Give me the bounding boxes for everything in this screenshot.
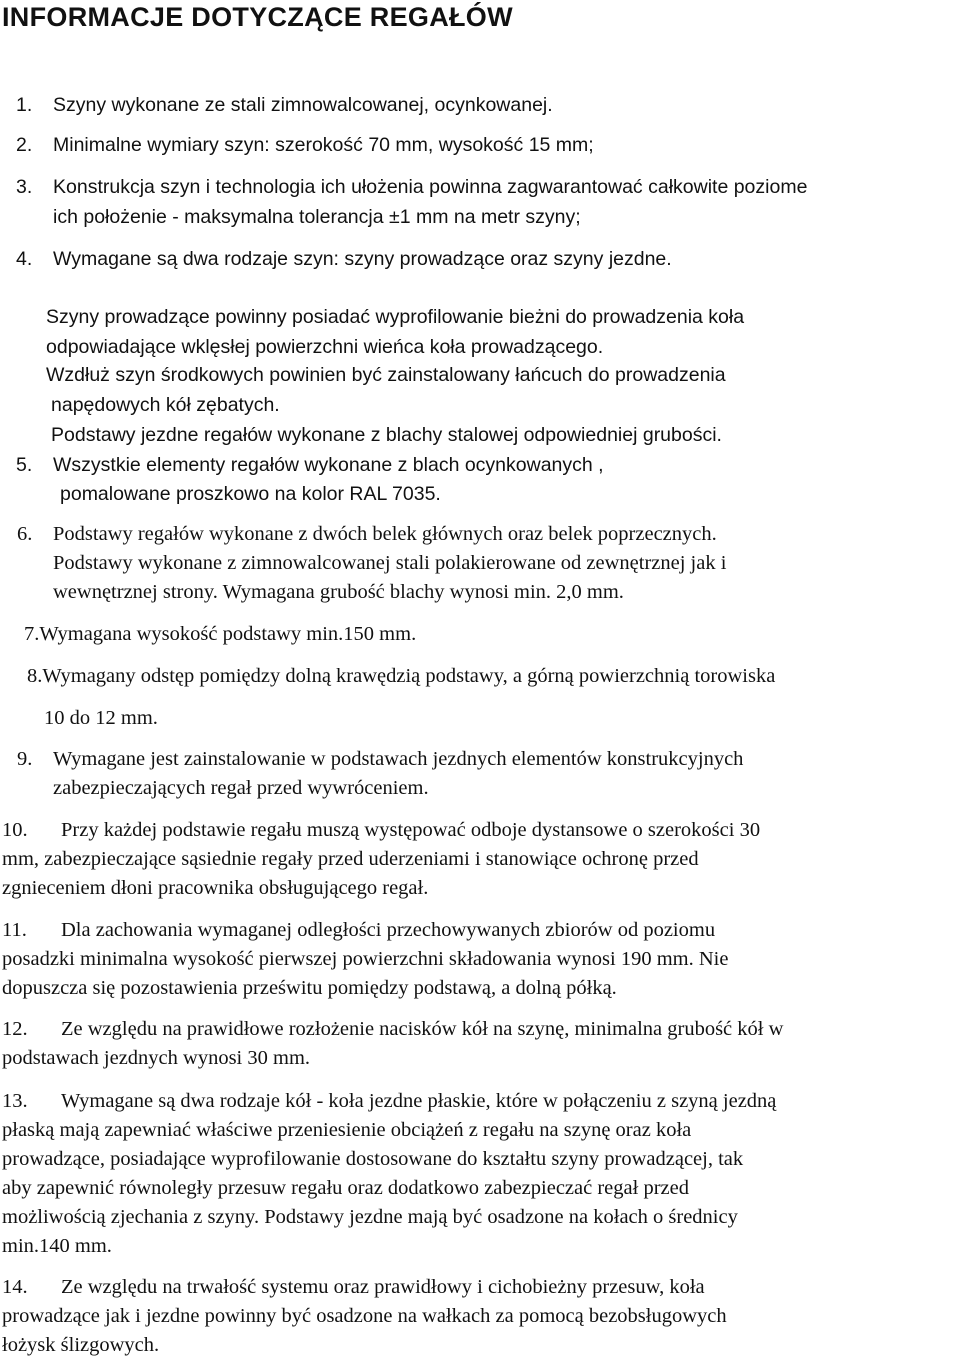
item-6-line-3: wewnętrznej strony. Wymagana grubość blachy wynosi min. 2,0 mm. bbox=[53, 581, 624, 603]
item-9-number: 9. bbox=[17, 748, 33, 770]
item-12-line-1: Ze względu na prawidłowe rozłożenie nacisków kół na szynę, minimalna grubość kół w bbox=[61, 1018, 784, 1040]
item-14-line-2: prowadzące jak i jezdne powinny być osadzone na wałkach za pomocą bezobsługowych bbox=[2, 1305, 727, 1327]
item-13-line-6: min.140 mm. bbox=[2, 1235, 112, 1257]
rails-paragraph-line-5: Podstawy jezdne regałów wykonane z blachy stalowej odpowiedniej grubości. bbox=[51, 424, 722, 446]
rails-paragraph-line-3: Wzdłuż szyn środkowych powinien być zainstalowany łańcuch do prowadzenia bbox=[46, 364, 726, 386]
item-6-number: 6. bbox=[17, 523, 33, 545]
item-14-line-3: łożysk ślizgowych. bbox=[2, 1334, 160, 1356]
item-11-line-3: dopuszcza się pozostawienia prześwitu pomiędzy podstawą, a dolną półką. bbox=[2, 977, 617, 999]
item-3-line-1: Konstrukcja szyn i technologia ich ułożenia powinna zagwarantować całkowite poziome bbox=[53, 176, 808, 198]
item-9-line-1: Wymagane jest zainstalowanie w podstawach jezdnych elementów konstrukcyjnych bbox=[53, 748, 744, 770]
item-11-line-2: posadzki minimalna wysokość pierwszej powierzchni składowania wynosi 190 mm. Nie bbox=[2, 948, 729, 970]
item-10-line-1: Przy każdej podstawie regału muszą występować odboje dystansowe o szerokości 30 bbox=[61, 819, 761, 841]
item-3-line-2: ich położenie - maksymalna tolerancja ±1 mm na metr szyny; bbox=[53, 206, 581, 228]
item-8-line-1: 8.Wymagany odstęp pomiędzy dolną krawędzią podstawy, a górną powierzchnią torowiska bbox=[27, 665, 776, 687]
item-7-text: 7.Wymagana wysokość podstawy min.150 mm. bbox=[24, 623, 417, 645]
item-2-text: Minimalne wymiary szyn: szerokość 70 mm, wysokość 15 mm; bbox=[53, 134, 594, 156]
item-13-line-1: Wymagane są dwa rodzaje kół - koła jezdne płaskie, które w połączeniu z szyną jezdną bbox=[61, 1090, 777, 1112]
item-2-number: 2. bbox=[16, 134, 33, 156]
item-13-line-3: prowadzące, posiadające wyprofilowanie dostosowane do kształtu szyny prowadzącej, tak bbox=[2, 1148, 744, 1170]
item-14-line-1: Ze względu na trwałość systemu oraz prawidłowy i cichobieżny przesuw, koła bbox=[61, 1276, 705, 1298]
item-10-number: 10. bbox=[2, 819, 28, 841]
item-13-line-2: płaską mają zapewniać właściwe przeniesienie obciążeń z regału na szynę oraz koła bbox=[2, 1119, 692, 1141]
document-title: INFORMACJE DOTYCZĄCE REGAŁÓW bbox=[2, 2, 513, 32]
item-3-number: 3. bbox=[16, 176, 33, 198]
rails-paragraph-line-4: napędowych kół zębatych. bbox=[51, 394, 280, 416]
item-11-line-1: Dla zachowania wymaganej odległości przechowywanych zbiorów od poziomu bbox=[61, 919, 716, 941]
item-5-number: 5. bbox=[16, 454, 33, 476]
item-12-number: 12. bbox=[2, 1018, 28, 1040]
item-4-text: Wymagane są dwa rodzaje szyn: szyny prowadzące oraz szyny jezdne. bbox=[53, 248, 672, 270]
item-5-line-2: pomalowane proszkowo na kolor RAL 7035. bbox=[60, 483, 441, 505]
item-6-line-2: Podstawy wykonane z zimnowalcowanej stali polakierowane od zewnętrznej jak i bbox=[53, 552, 727, 574]
item-6-line-1: Podstawy regałów wykonane z dwóch belek głównych oraz belek poprzecznych. bbox=[53, 523, 717, 545]
item-4-number: 4. bbox=[16, 248, 33, 270]
item-8-line-2: 10 do 12 mm. bbox=[44, 707, 158, 729]
rails-paragraph-line-2: odpowiadające wklęsłej powierzchni wieńca koła prowadzącego. bbox=[46, 336, 604, 358]
item-13-number: 13. bbox=[2, 1090, 28, 1112]
item-12-line-2: podstawach jezdnych wynosi 30 mm. bbox=[2, 1047, 311, 1069]
item-1-number: 1. bbox=[16, 94, 33, 116]
item-11-number: 11. bbox=[2, 919, 27, 941]
item-13-line-4: aby zapewnić równoległy przesuw regału oraz dodatkowo zabezpieczać regał przed bbox=[2, 1177, 689, 1199]
item-1-text: Szyny wykonane ze stali zimnowalcowanej, ocynkowanej. bbox=[53, 94, 553, 116]
item-13-line-5: możliwością zjechania z szyny. Podstawy jezdne mają być osadzone na kołach o średnicy bbox=[2, 1206, 738, 1228]
item-14-number: 14. bbox=[2, 1276, 28, 1298]
item-5-line-1: Wszystkie elementy regałów wykonane z blach ocynkowanych , bbox=[53, 454, 604, 476]
rails-paragraph-line-1: Szyny prowadzące powinny posiadać wyprofilowanie bieżni do prowadzenia koła bbox=[46, 306, 745, 328]
item-10-line-2: mm, zabezpieczające sąsiednie regały przed uderzeniami i stanowiące ochronę przed bbox=[2, 848, 699, 870]
item-9-line-2: zabezpieczających regał przed wywróceniem. bbox=[53, 777, 429, 799]
item-10-line-3: zgnieceniem dłoni pracownika obsługującego regał. bbox=[2, 877, 429, 899]
